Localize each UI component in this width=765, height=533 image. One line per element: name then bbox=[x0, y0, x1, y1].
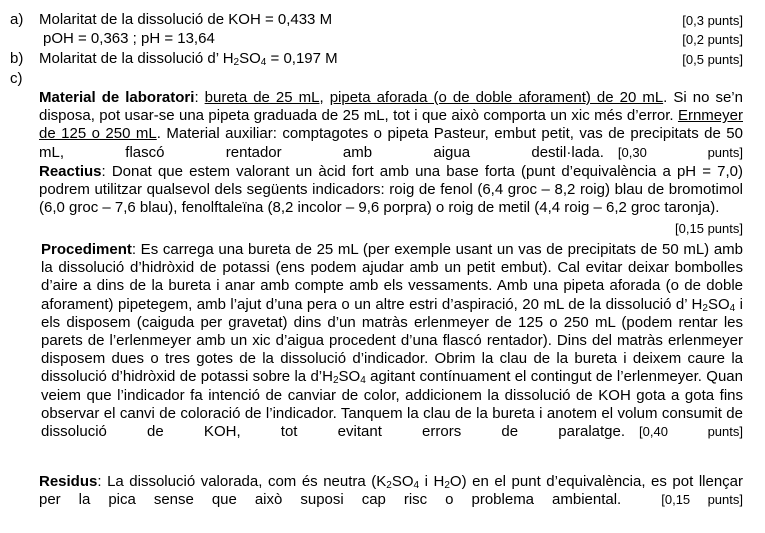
material-item-burette: bureta de 25 mL bbox=[204, 89, 320, 106]
item-label-a: a) bbox=[10, 11, 24, 28]
answer-a-molarity: Molaritat de la dissolució de KOH = 0,433 M bbox=[39, 11, 333, 28]
residus-paragraph: Residus: La dissolució valorada, com és neutra ($K_2SO_4$ i $H_2O$) en el punt d’equivalència, es pot llençar per la pica sense que això suposi cap risc o problema ambiental. [0,15 punts] bbox=[39, 473, 744, 509]
section-material bbox=[39, 89, 743, 162]
material-heading: Material de laboratori bbox=[39, 89, 195, 106]
points-residus: [0,15 punts] bbox=[661, 492, 743, 508]
item-label-c: c) bbox=[10, 70, 23, 87]
section-residus bbox=[39, 473, 743, 509]
points-material: [0,30 punts] bbox=[617, 144, 743, 160]
section-procediment bbox=[41, 241, 743, 441]
material-item-flask: Ernmeyer de 125 o 250 mL bbox=[39, 107, 743, 143]
material-item-pipette: pipeta aforada (o de doble aforament) de 20 mL bbox=[329, 89, 664, 106]
procediment-paragraph: Procediment: Es carrega una bureta de 25 mL (per exemple usant un vas de precipitats de 50 mL) amb la dissolució d’hidròxid de potassi (ens podem ajudar amb un petit embut). Cal evitar deixar bombolles d’aire a dins de la bureta i anar amb compte amb els vessaments. Amb una pipeta aforada (o de doble aforament) pipetegem, amb l’ajut d’una pera o un altre estri d’aspiració, 20 mL de la dissolució d’ $H_2SO_4$ i els disposem (caiguda per gravetat) dins d’un matràs erlenmeyer de 125 o 250 mL (podem rentar les parets de l’erlenmeyer amb un xic d’aigua procedent d’una flascó rentador). Dins del matràs erlenmeyer disposem dues o tres gotes de la dissolució d’indicador. Obrim la clau de la bureta i deixem caure la dissolució d’hidròxid de potassi sobre la $d’H_2SO_4$ agitant contínuament el contingut de l’erlenmeyer. Quan veiem que l’indicador fa intenció de canviar de color, addicionem la dissolució de KOH gota a gota fins observar el canvi de coloració de l’indicador. Tanquem la clau de la bureta i anotem el volum consumit de dissolució de KOH, tot evitant errors de paralatge. [0,40 punts] bbox=[41, 241, 744, 441]
points-reactius: [0,15 punts] bbox=[675, 220, 743, 236]
points-b: [0,5 punts] bbox=[682, 52, 743, 67]
material-paragraph: Material de laboratori: bureta de 25 mL, pipeta aforada (o de doble aforament) de 20 mL. Si no se’n disposa, pot usar-se una pipeta graduada de 25 mL, tot i que això comporta un xic més d’error. Ernmeyer de 125 o 250 mL. Material auxiliar: comptagotes o pipeta Pasteur, embut petit, vas de precipitats de 50 mL, flascó rentador amb aigua destil·lada. [0,30 punts] bbox=[39, 89, 743, 161]
points-procediment: [0,40 punts] bbox=[639, 424, 743, 440]
answer-a-ph: pOH = 0,363 ; pH = 13,64 bbox=[43, 30, 215, 47]
section-reactius bbox=[39, 163, 743, 238]
points-a2: [0,2 punts] bbox=[682, 32, 743, 47]
answer-b-molarity: Molaritat de la dissolució d’ $H_2SO_4 = 0,197$ M bbox=[39, 50, 338, 68]
reactius-paragraph: Reactius: Donat que estem valorant un àcid fort amb una base forta (punt d’equivalència a pH = 7,0) podrem utilitzar qualsevol dels següents indicadors: roig de fenol (6,4 groc – 8,2 roig) blau de bromotimol (6,0 groc – 7,6 blau), fenolftaleïna (8,2 incolor – 9,6 porpra) o roig de metil (4,4 roig – 6,2 groc taronja). [0,15 punts] bbox=[39, 163, 743, 218]
reactius-heading: Reactius bbox=[39, 163, 102, 180]
procediment-heading: Procediment bbox=[41, 241, 132, 258]
residus-heading: Residus bbox=[39, 473, 98, 490]
points-a1: [0,3 punts] bbox=[682, 13, 743, 28]
item-label-b: b) bbox=[10, 50, 24, 67]
